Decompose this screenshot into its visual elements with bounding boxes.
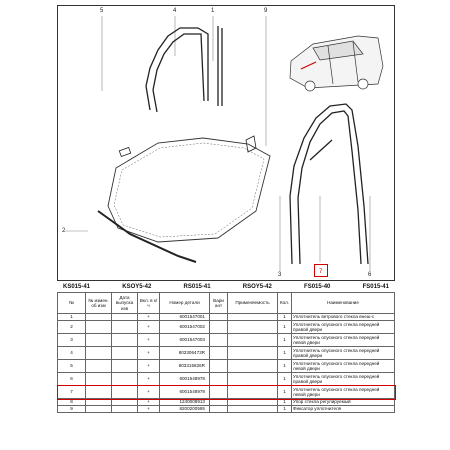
empty-cell (86, 360, 112, 373)
parts-table (57, 292, 395, 413)
diagram-drawing (58, 6, 396, 282)
part-number: 803315826R (160, 360, 210, 373)
empty-cell (210, 321, 228, 334)
empty-cell (210, 314, 228, 321)
row-number: 1 (58, 314, 86, 321)
empty-cell (112, 399, 138, 406)
row-number: 8 (58, 399, 86, 406)
quantity: 1 (278, 373, 292, 386)
quantity: 1 (278, 314, 292, 321)
parts-table-panel (57, 282, 395, 448)
empty-cell (210, 347, 228, 360)
included-mark: + (138, 406, 160, 413)
included-mark: + (138, 334, 160, 347)
model-code: FS015-41 (362, 284, 389, 290)
highlight-box (314, 264, 328, 277)
part-number: 6001548979 (160, 386, 210, 399)
empty-cell (228, 360, 278, 373)
empty-cell (112, 334, 138, 347)
empty-cell (228, 373, 278, 386)
empty-cell (112, 360, 138, 373)
quantity: 1 (278, 386, 292, 399)
model-code: FS015-40 (304, 284, 331, 290)
part-number: 1240008913 (160, 399, 210, 406)
empty-cell (210, 386, 228, 399)
part-name: Фиксатор уплотнителя (292, 406, 395, 413)
callout-label: 3 (278, 272, 282, 278)
part-number: 6001547002 (160, 321, 210, 334)
part-name: Уплотнитель опускного стекла передней правой двери (292, 347, 395, 360)
empty-cell (86, 314, 112, 321)
empty-cell (210, 373, 228, 386)
column-header: № (58, 293, 86, 314)
model-code: KSOY5-42 (122, 284, 152, 290)
part-name: Уплотнитель опускного стекла передней левой двери (292, 386, 395, 399)
column-header: № измен. об изм (86, 293, 112, 314)
parts-diagram (57, 5, 395, 281)
empty-cell (228, 347, 278, 360)
column-header: Номер детали (160, 293, 210, 314)
quantity: 1 (278, 399, 292, 406)
quantity: 1 (278, 360, 292, 373)
column-header: Применяемость (228, 293, 278, 314)
empty-cell (86, 321, 112, 334)
empty-cell (86, 373, 112, 386)
empty-cell (86, 386, 112, 399)
empty-cell (228, 406, 278, 413)
quantity: 1 (278, 334, 292, 347)
quantity: 1 (278, 347, 292, 360)
empty-cell (210, 399, 228, 406)
empty-cell (228, 386, 278, 399)
empty-cell (112, 386, 138, 399)
part-number: 803306473R (160, 347, 210, 360)
column-header: Наименование (292, 293, 395, 314)
empty-cell (86, 347, 112, 360)
included-mark: + (138, 321, 160, 334)
included-mark: + (138, 347, 160, 360)
row-number: 3 (58, 334, 86, 347)
table-row[interactable] (58, 347, 395, 360)
part-number: 6001547001 (160, 314, 210, 321)
empty-cell (112, 321, 138, 334)
row-number: 6 (58, 373, 86, 386)
part-name: Уплотнитель опускного стекла передней правой двери (292, 321, 395, 334)
empty-cell (228, 399, 278, 406)
row-number: 9 (58, 406, 86, 413)
empty-cell (228, 334, 278, 347)
callout-label: 9 (264, 8, 268, 14)
part-number: 6001548978 (160, 373, 210, 386)
empty-cell (112, 347, 138, 360)
table-row[interactable] (58, 334, 395, 347)
callout-label: 1 (211, 8, 215, 14)
callout-label: 5 (100, 8, 104, 14)
table-header-row (58, 293, 395, 314)
included-mark: + (138, 399, 160, 406)
empty-cell (228, 314, 278, 321)
callout-label: 2 (62, 228, 66, 234)
model-code: KS015-41 (63, 284, 91, 290)
column-header: Кол. (278, 293, 292, 314)
row-number: 5 (58, 360, 86, 373)
included-mark: + (138, 360, 160, 373)
empty-cell (210, 334, 228, 347)
quantity: 1 (278, 406, 292, 413)
part-name: Уплотнитель опускного стекла передней левой двери (292, 334, 395, 347)
empty-cell (86, 399, 112, 406)
model-code: RSOY5-42 (242, 284, 272, 290)
table-row[interactable] (58, 373, 395, 386)
empty-cell (210, 360, 228, 373)
table-row[interactable] (58, 314, 395, 321)
column-header: Вкл. в к/ч (138, 293, 160, 314)
included-mark: + (138, 386, 160, 399)
table-row[interactable] (58, 406, 395, 413)
column-header: Вари ант (210, 293, 228, 314)
empty-cell (112, 406, 138, 413)
model-codes (57, 282, 395, 292)
callout-label-highlighted: 7 (319, 269, 323, 275)
row-number: 2 (58, 321, 86, 334)
empty-cell (86, 334, 112, 347)
part-name: Уплотнитель опускного стекла передней левой двери (292, 360, 395, 373)
row-number: 7 (58, 386, 86, 399)
part-number: 8200200585 (160, 406, 210, 413)
quantity: 1 (278, 321, 292, 334)
empty-cell (112, 314, 138, 321)
column-header: Дата выпуска изв (112, 293, 138, 314)
empty-cell (86, 406, 112, 413)
callout-label: 6 (368, 272, 372, 278)
part-name: Уплотнитель опускного стекла передней правой двери (292, 373, 395, 386)
empty-cell (210, 406, 228, 413)
callout-label: 4 (173, 8, 177, 14)
part-name: Уплотнитель ветрового стекла внеш-с (292, 314, 395, 321)
part-name: Упор стекла регулируемый (292, 399, 395, 406)
included-mark: + (138, 314, 160, 321)
table-row[interactable] (58, 360, 395, 373)
included-mark: + (138, 373, 160, 386)
empty-cell (112, 373, 138, 386)
row-number: 4 (58, 347, 86, 360)
table-row-selected[interactable] (58, 386, 395, 399)
table-row[interactable] (58, 399, 395, 406)
part-number: 6001547003 (160, 334, 210, 347)
model-code: RS015-41 (183, 284, 211, 290)
table-row[interactable] (58, 321, 395, 334)
empty-cell (228, 321, 278, 334)
